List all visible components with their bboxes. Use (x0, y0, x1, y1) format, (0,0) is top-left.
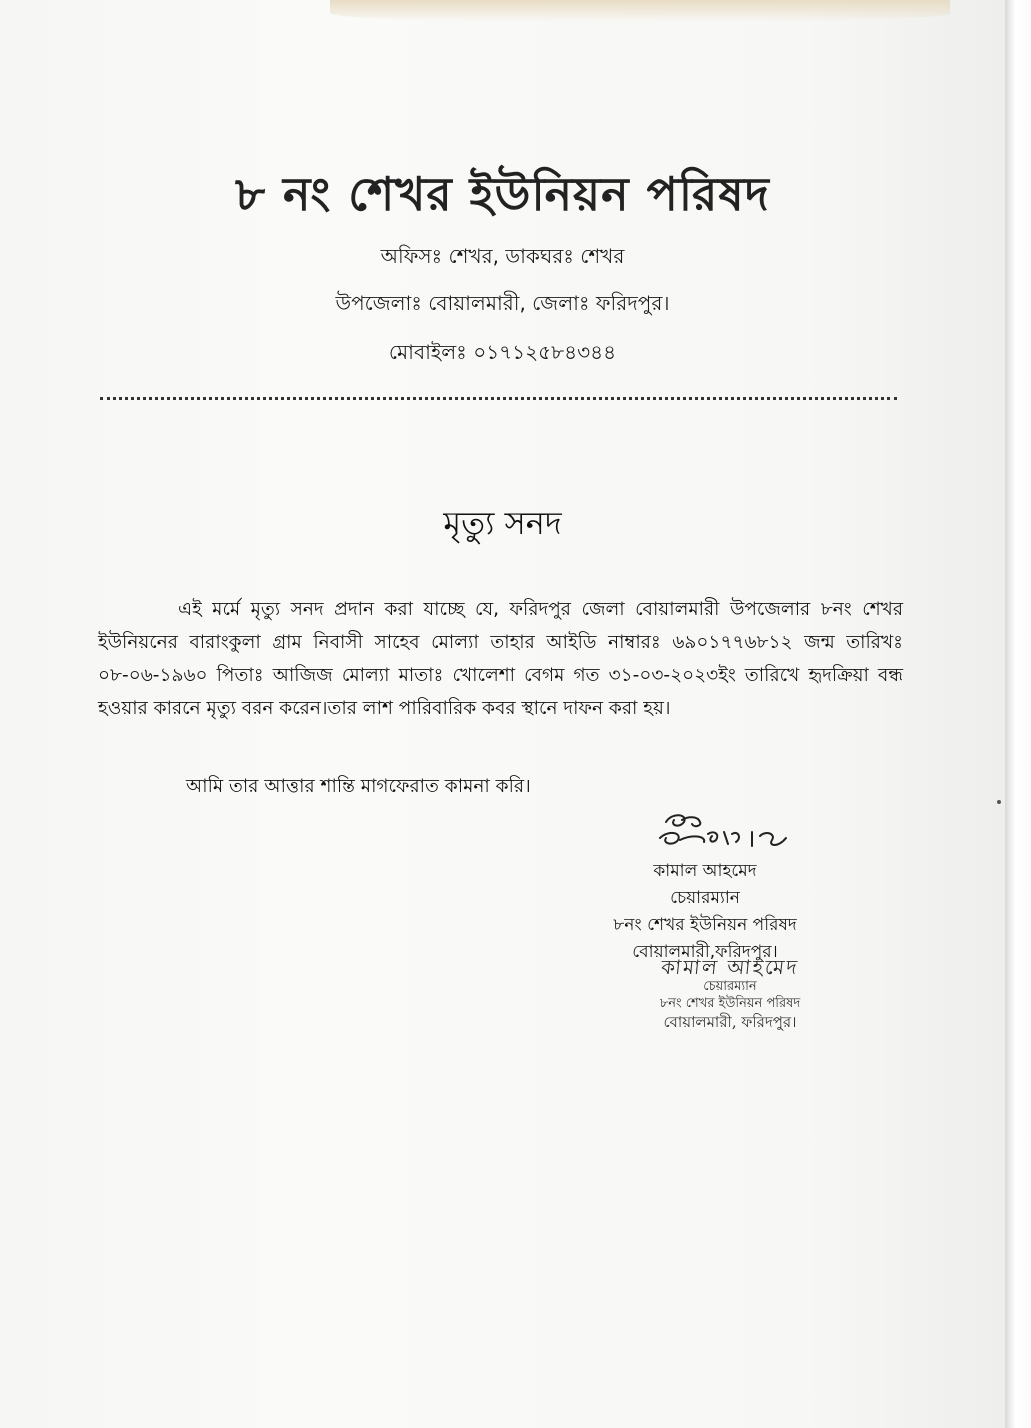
stamp-designation: চেয়ারম্যান (703, 979, 757, 994)
dotted-divider (100, 397, 897, 400)
closing-line: আমি তার আত্তার শান্তি মাগফেরাত কামনা করি। (186, 776, 531, 797)
signatory-location: বোয়ালমারী,ফরিদপুর। (632, 942, 778, 962)
stamp-organization: ৮নং শেখর ইউনিয়ন পরিষদ (659, 996, 801, 1011)
certificate-body: এই মর্মে মৃত্যু সনদ প্রদান করা যাচ্ছে যে, ফরিদপুর জেলা বোয়ালমারী উপজেলার ৮নং শেখর ইউনিয়নের বারাংকুলা গ্রাম নিবাসী সাহেব মোল্যা তাহার আইডি নাম্বারঃ ৬৯০১৭৭৬৮১২ জন্ম তারিখঃ ০৮-০৬-১৯৬০ পিতাঃ আজিজ মোল্যা মাতাঃ খোলেশা বেগম গত ৩১-০৩-২০২৩ইং তারিখে হৃদক্রিয়া বন্ধ হওয়ার কারনে মৃত্যু বরন করেন।তার লাশ পারিবারিক কবর স্থানে দাফন করা হয়। (98, 599, 903, 719)
page-edge (1005, 0, 1031, 1428)
signature-block (560, 858, 850, 966)
signatory-designation: চেয়ারম্যান (670, 888, 740, 908)
paper-speck (997, 800, 1001, 804)
signatory-name: কামাল আহমেদ (653, 861, 757, 881)
address-line-1: অফিসঃ শেখর, ডাকঘরঃ শেখর (380, 244, 625, 268)
official-stamp (610, 956, 850, 1032)
page-shadow (330, 0, 950, 22)
signatory-organization: ৮নং শেখর ইউনিয়ন পরিষদ (613, 915, 797, 935)
stamp-name: কামাল আহমেদ (660, 955, 800, 979)
stamp-location: বোয়ালমারী, ফরিদপুর। (663, 1013, 797, 1031)
organization-title: ৮ নং শেখর ইউনিয়ন পরিষদ (235, 167, 770, 221)
certificate-title: মৃত্যু সনদ (443, 504, 562, 542)
address-line-2: উপজেলাঃ বোয়ালমারী, জেলাঃ ফরিদপুর। (335, 291, 670, 315)
mobile-number: মোবাইলঃ ০১৭১২৫৮৪৩৪৪ (388, 340, 617, 364)
handwritten-signature (648, 808, 818, 860)
